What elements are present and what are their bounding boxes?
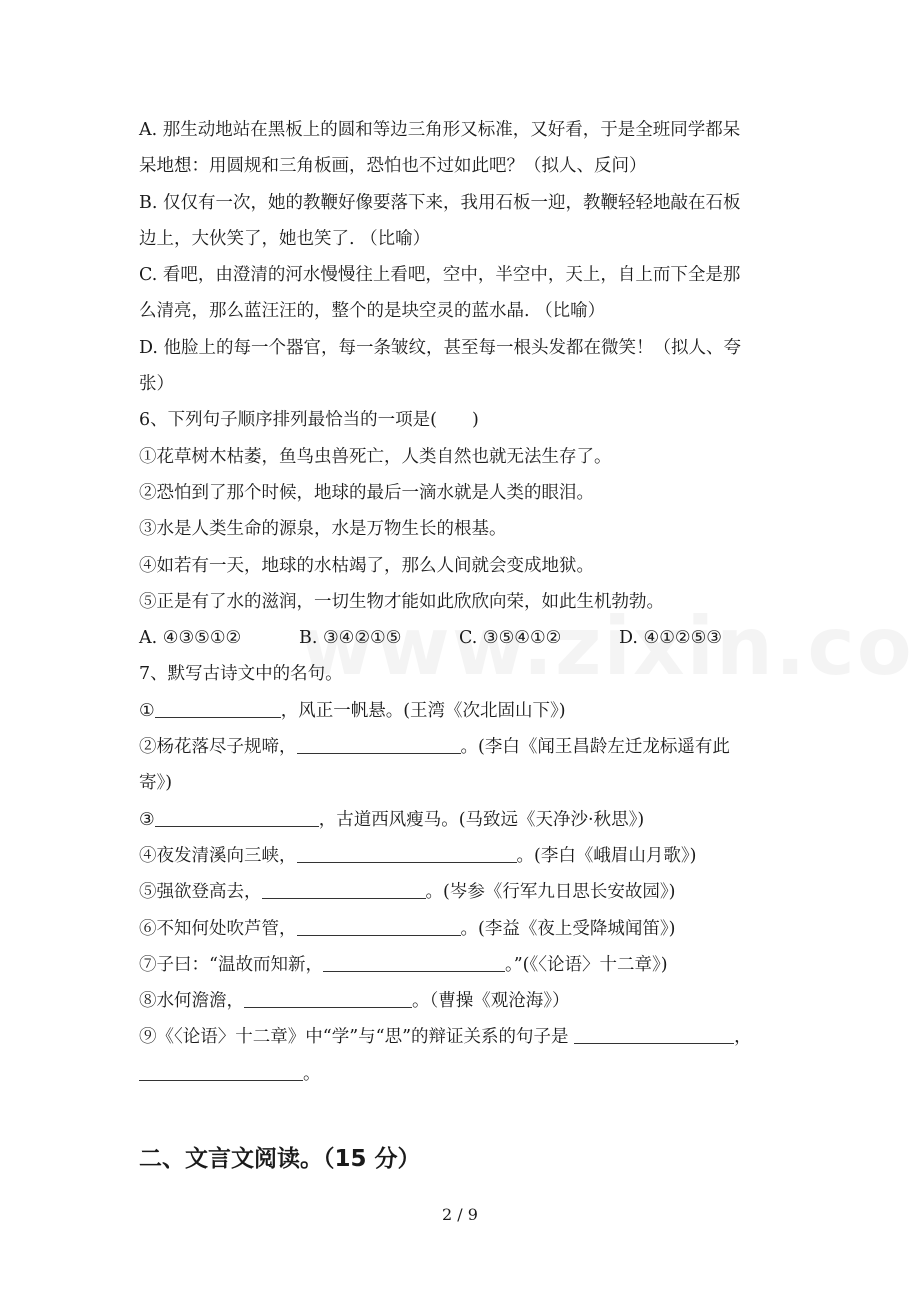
- choice-b: B. ③④②①⑤: [299, 628, 402, 649]
- option-a-line1: A. 那生动地站在黑板上的圆和等边三角形又标准，又好看，于是全班同学都呆: [139, 120, 741, 140]
- item-6-prefix: ⑥不知何处吹芦管，: [139, 918, 297, 939]
- item-4-prefix: ④夜发清溪向三峡，: [139, 845, 297, 866]
- item-9-end: 。: [303, 1063, 321, 1084]
- question-7-item-3: [139, 802, 789, 838]
- page-number: 2 / 9: [442, 1205, 478, 1224]
- item-1-prefix: ①: [139, 700, 155, 721]
- blank-9a[interactable]: [574, 1023, 734, 1044]
- question-6-sentence-1: ①花草树木枯萎，鱼鸟虫兽死亡，人类自然也就无法生存了。: [139, 446, 612, 467]
- item-9-prefix: ⑨《〈论语〉十二章》中“学”与“思”的辩证关系的句子是: [139, 1027, 569, 1048]
- question-6-sentence-3: ③水是人类生命的源泉，水是万物生长的根基。: [139, 519, 507, 540]
- blank-2[interactable]: [297, 733, 461, 754]
- item-5-suffix: 。(岑参《行军九日思长安故园》): [425, 882, 676, 903]
- option-c-line1: C. 看吧，由澄清的河水慢慢往上看吧，空中，半空中，天上，自上而下全是那: [139, 265, 741, 286]
- blank-3[interactable]: [155, 806, 319, 827]
- question-7-item-2: [139, 729, 789, 765]
- item-8-suffix: 。（曹操《观沧海》）: [412, 991, 570, 1012]
- question-7-item-1: [139, 693, 789, 729]
- question-7-item-8: [139, 983, 789, 1019]
- section-title: 二、文言文阅读。（15 分）: [139, 1146, 421, 1172]
- item-3-prefix: ③: [139, 809, 155, 830]
- question-7-item-6: [139, 911, 789, 947]
- question-6-choices: [139, 620, 789, 656]
- question-6-stem: 6、下列句子顺序排列最恰当的一项是( ): [139, 410, 479, 431]
- blank-1[interactable]: [155, 697, 281, 718]
- blank-9b[interactable]: [139, 1060, 303, 1081]
- item-4-suffix: 。(李白《峨眉山月歌》): [516, 845, 697, 866]
- choice-d: D. ④①②⑤③: [619, 628, 722, 649]
- question-6-sentence-4: ④如若有一天，地球的水枯竭了，那么人间就会变成地狱。: [139, 555, 594, 576]
- choice-a: A. ④③⑤①②: [139, 628, 242, 649]
- question-7-item-9: [139, 1019, 789, 1055]
- question-7-item-7: [139, 947, 789, 983]
- question-7-stem: 7、默写古诗文中的名句。: [139, 664, 343, 685]
- document-body: [139, 112, 789, 1092]
- option-d-line1: D. 他脸上的每一个器官，每一条皱纹，甚至每一根头发都在微笑！（拟人、夸: [139, 337, 742, 358]
- option-a-line2: 呆地想：用圆规和三角板画，恐怕也不过如此吧？（拟人、反问）: [139, 156, 647, 177]
- item-1-suffix: ，风正一帆悬。(王湾《次北固山下》): [280, 700, 566, 721]
- option-c-line2: 么清亮，那么蓝汪汪的，整个的是块空灵的蓝水晶. （比喻）: [139, 301, 606, 322]
- item-2-suffix: 。(李白《闻王昌龄左迁龙标遥有此: [460, 737, 730, 758]
- item-7-prefix: ⑦子曰：“温故而知新，: [139, 954, 323, 975]
- item-6-suffix: 。(李益《夜上受降城闻笛》): [460, 918, 676, 939]
- blank-7[interactable]: [323, 951, 505, 972]
- choice-c: C. ③⑤④①②: [459, 628, 562, 649]
- item-9-comma: ，: [734, 1027, 752, 1048]
- blank-5[interactable]: [262, 878, 426, 899]
- question-7-item-4: [139, 838, 789, 874]
- blank-8[interactable]: [244, 987, 412, 1008]
- item-2-prefix: ②杨花落尽子规啼，: [139, 737, 297, 758]
- item-7-suffix: 。”(《〈论语〉十二章》): [504, 954, 668, 975]
- blank-4[interactable]: [297, 842, 517, 863]
- item-8-prefix: ⑧水何澹澹，: [139, 991, 244, 1012]
- blank-6[interactable]: [297, 915, 461, 936]
- item-5-prefix: ⑤强欲登高去，: [139, 882, 262, 903]
- question-6-sentence-2: ②恐怕到了那个时候，地球的最后一滴水就是人类的眼泪。: [139, 482, 594, 503]
- question-7-item-2-cont: 寄》): [139, 773, 173, 794]
- question-7-item-9-cont: [139, 1056, 789, 1092]
- question-7-item-5: [139, 874, 789, 910]
- option-d-line2: 张）: [139, 374, 174, 395]
- item-3-suffix: ，古道西风瘦马。(马致远《天净沙·秋思》): [318, 809, 645, 830]
- option-b-line1: B. 仅仅有一次，她的教鞭好像要落下来，我用石板一迎，教鞭轻轻地敲在石板: [139, 192, 741, 213]
- question-6-sentence-5: ⑤正是有了水的滋润，一切生物才能如此欣欣向荣，如此生机勃勃。: [139, 591, 664, 612]
- option-b-line2: 边上，大伙笑了，她也笑了. （比喻）: [139, 228, 431, 249]
